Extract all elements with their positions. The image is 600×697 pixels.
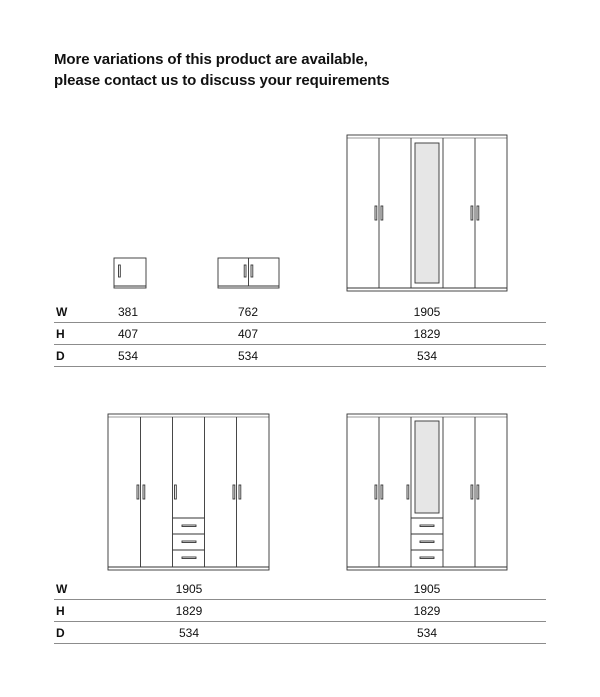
- height-label: H: [56, 327, 65, 341]
- depth-value: 534: [178, 626, 200, 640]
- width-label: W: [56, 582, 68, 596]
- width-value: 1905: [175, 582, 203, 596]
- depth-value: 534: [416, 626, 438, 640]
- dimension-row-width: [54, 578, 546, 600]
- depth-value: 534: [237, 349, 259, 363]
- depth-value: 534: [416, 349, 438, 363]
- width-value: 1905: [413, 582, 441, 596]
- dimension-row-height: [54, 323, 546, 345]
- dimensions-table-1: [54, 301, 546, 367]
- wardrobe-drawers-drawing: [108, 414, 269, 570]
- height-value: 407: [237, 327, 259, 341]
- cabinet-double-door-drawing: [218, 258, 279, 288]
- wardrobe-mirror-drawing: [347, 135, 507, 291]
- width-value: 762: [237, 305, 259, 319]
- height-label: H: [56, 604, 65, 618]
- width-value: 381: [117, 305, 139, 319]
- dimensions-table-2: [54, 578, 546, 644]
- dimension-row-width: [54, 301, 546, 323]
- depth-value: 534: [117, 349, 139, 363]
- cabinet-single-door-drawing: [114, 258, 146, 288]
- width-value: 1905: [413, 305, 441, 319]
- dimension-row-depth: [54, 345, 546, 367]
- height-value: 407: [117, 327, 139, 341]
- dimension-row-height: [54, 600, 546, 622]
- heading-line-2: please contact us to discuss your requirements: [54, 72, 390, 89]
- dimension-row-depth: [54, 622, 546, 644]
- width-label: W: [56, 305, 68, 319]
- wardrobe-mirror-drawers-drawing: [347, 414, 507, 570]
- height-value: 1829: [413, 604, 441, 618]
- height-value: 1829: [175, 604, 203, 618]
- depth-label: D: [56, 626, 65, 640]
- height-value: 1829: [413, 327, 441, 341]
- depth-label: D: [56, 349, 65, 363]
- heading-line-1: More variations of this product are available,: [54, 51, 368, 68]
